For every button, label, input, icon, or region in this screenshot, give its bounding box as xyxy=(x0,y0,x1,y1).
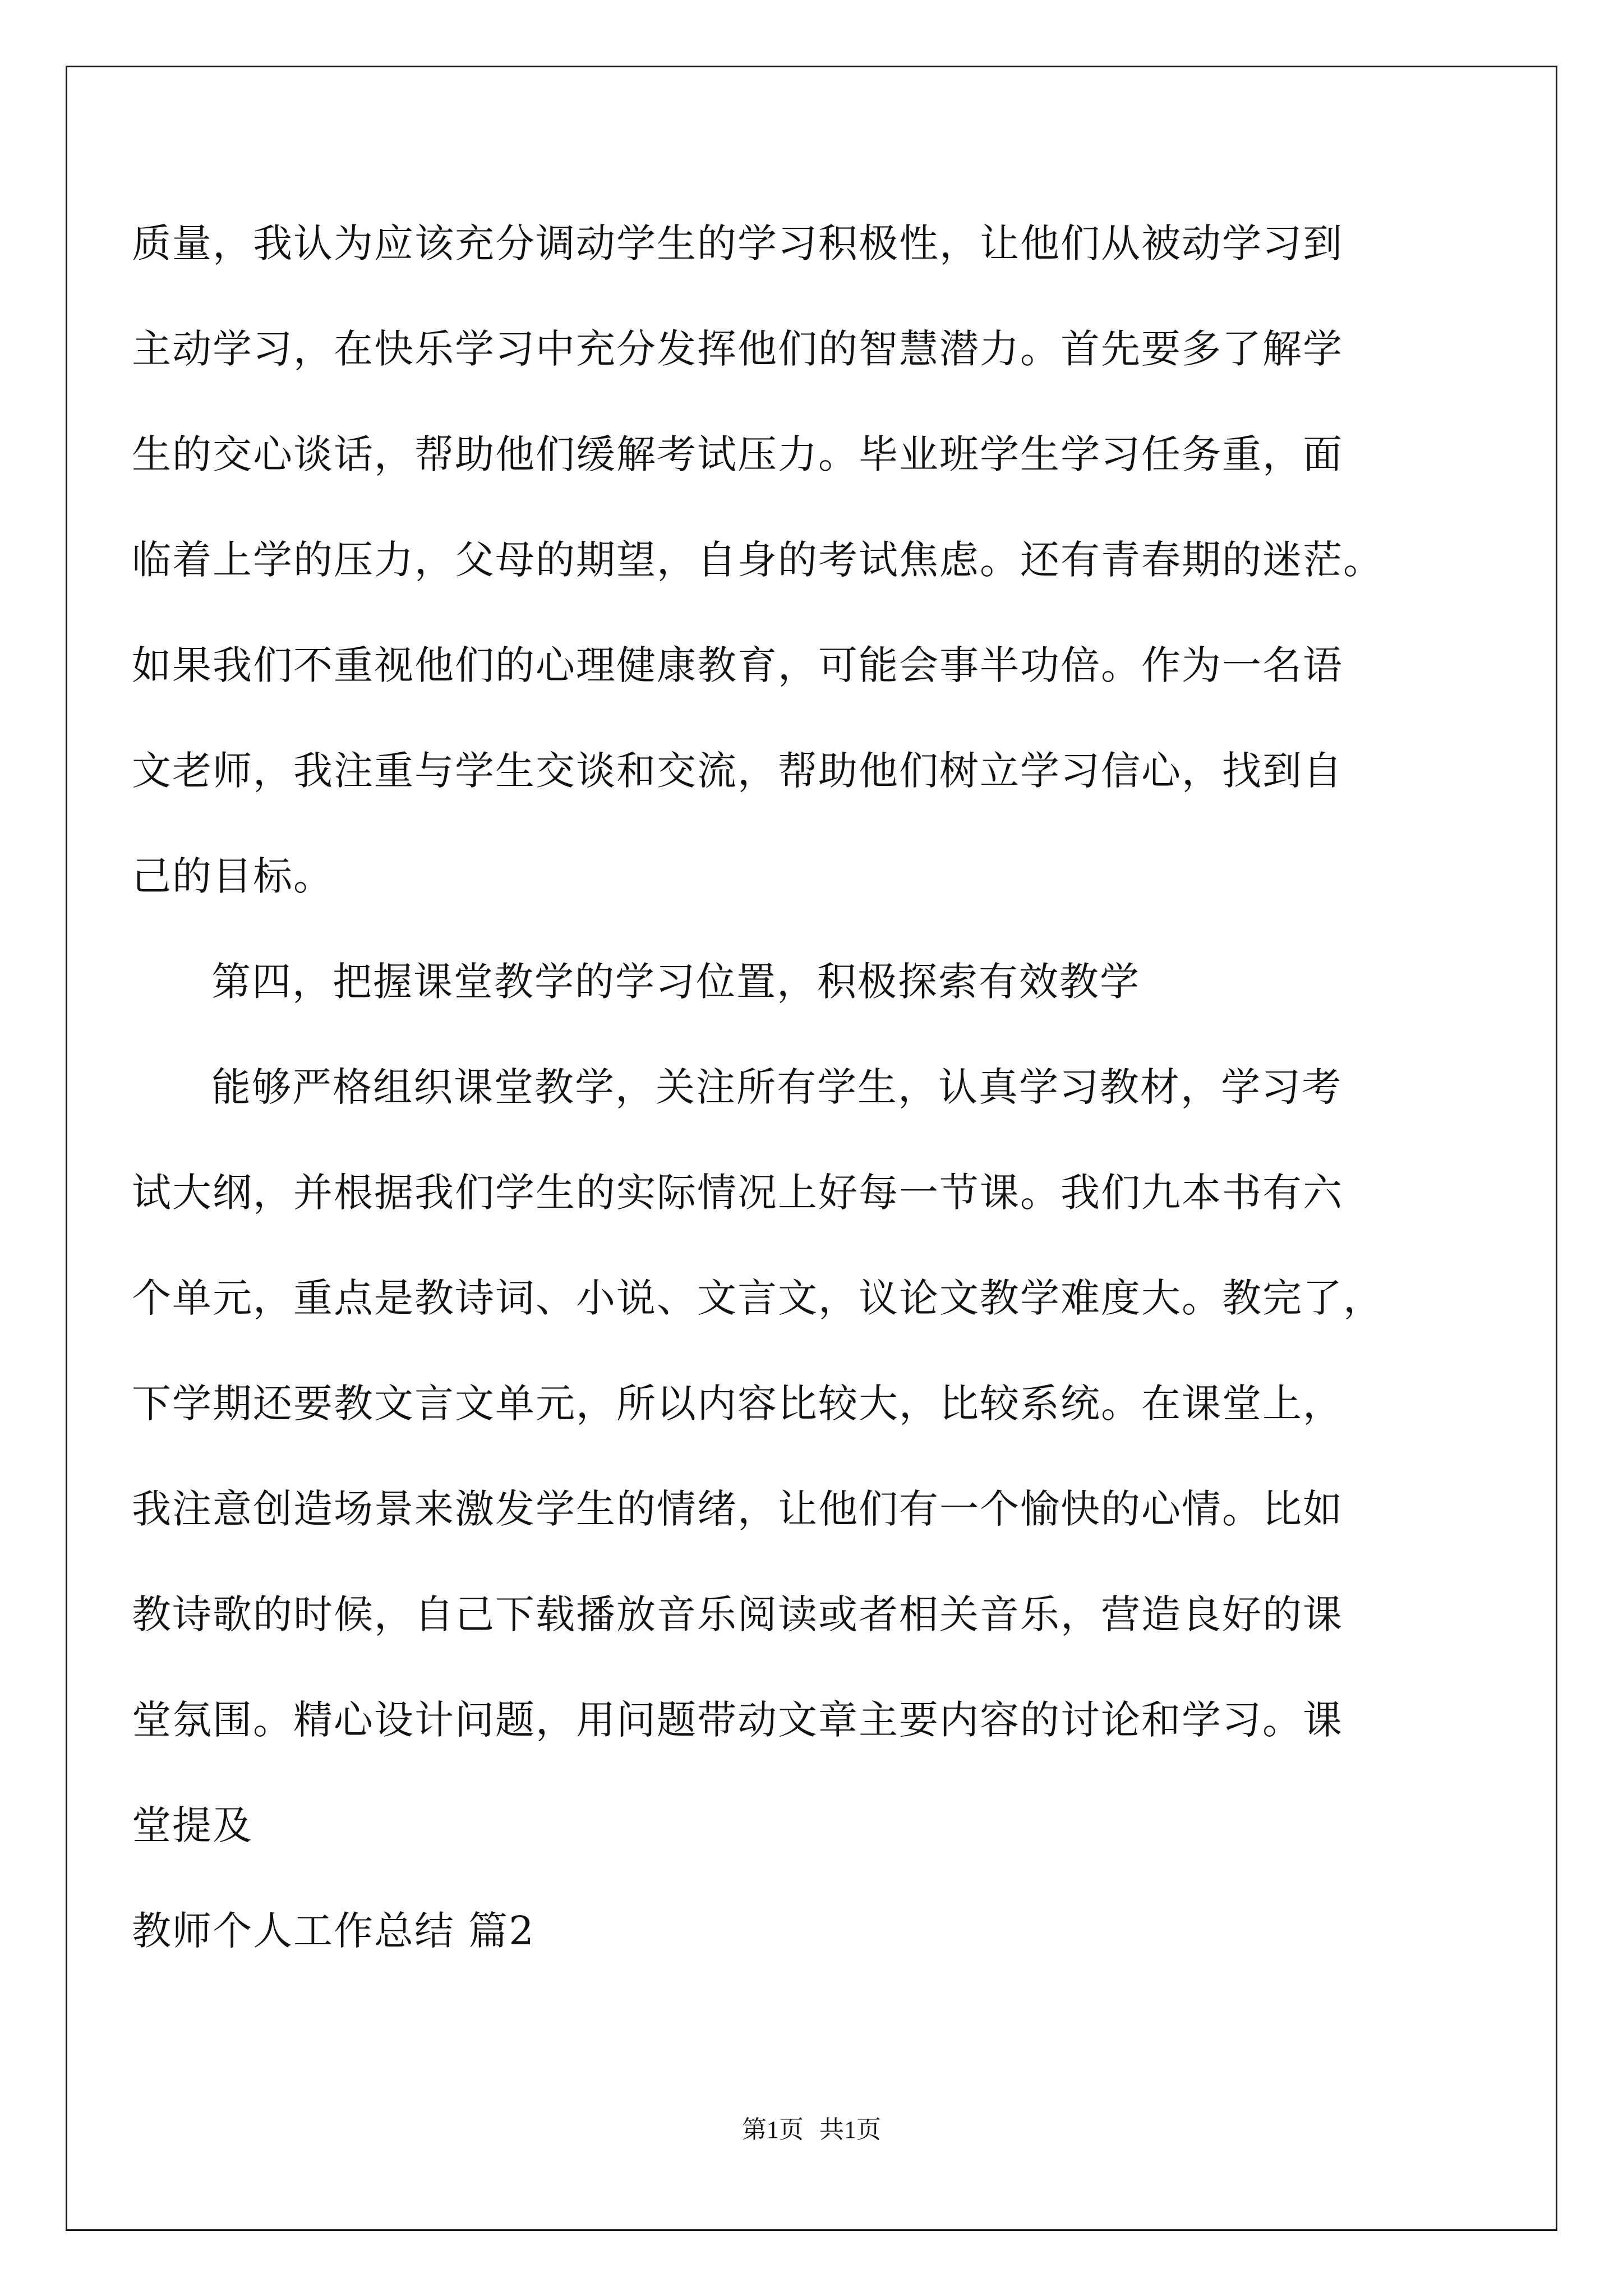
text-line: 己的目标。 xyxy=(132,853,334,899)
text-line: 生的交心谈话，帮助他们缓解考试压力。毕业班学生学习任务重，面 xyxy=(132,431,1343,477)
text-line: 堂提及 xyxy=(132,1802,253,1848)
text-line: 临着上学的压力，父母的期望，自身的考试焦虑。还有青春期的迷茫。 xyxy=(132,537,1384,583)
text-line: 文老师，我注重与学生交谈和交流，帮助他们树立学习信心，找到自 xyxy=(132,748,1343,794)
text-line: 堂氛围。精心设计问题，用问题带动文章主要内容的讨论和学习。课 xyxy=(132,1697,1343,1743)
article-title: 教师个人工作总结 篇2 xyxy=(132,1908,535,1954)
section-heading: 第四，把握课堂教学的学习位置，积极探索有效教学 xyxy=(211,959,1140,1005)
page-footer xyxy=(0,2109,1623,2145)
text-line: 质量，我认为应该充分调动学生的学习积极性，让他们从被动学习到 xyxy=(132,220,1343,266)
page-number-total: 共1页 xyxy=(819,2116,881,2143)
text-line: 我注意创造场景来激发学生的情绪，让他们有一个愉快的心情。比如 xyxy=(132,1486,1343,1532)
text-line: 个单元，重点是教诗词、小说、文言文，议论文教学难度大。教完了， xyxy=(132,1275,1384,1321)
text-line: 能够严格组织课堂教学，关注所有学生，认真学习教材，学习考 xyxy=(211,1064,1342,1110)
page-number-current: 第1页 xyxy=(742,2116,804,2143)
document-body xyxy=(132,212,1495,2005)
text-line: 如果我们不重视他们的心理健康教育，可能会事半功倍。作为一名语 xyxy=(132,642,1343,688)
text-line: 试大纲，并根据我们学生的实际情况上好每一节课。我们九本书有六 xyxy=(132,1170,1343,1216)
text-line: 主动学习，在快乐学习中充分发挥他们的智慧潜力。首先要多了解学 xyxy=(132,326,1343,372)
text-line: 下学期还要教文言文单元，所以内容比较大，比较系统。在课堂上， xyxy=(132,1381,1343,1427)
text-line: 教诗歌的时候，自己下载播放音乐阅读或者相关音乐，营造良好的课 xyxy=(132,1591,1343,1637)
